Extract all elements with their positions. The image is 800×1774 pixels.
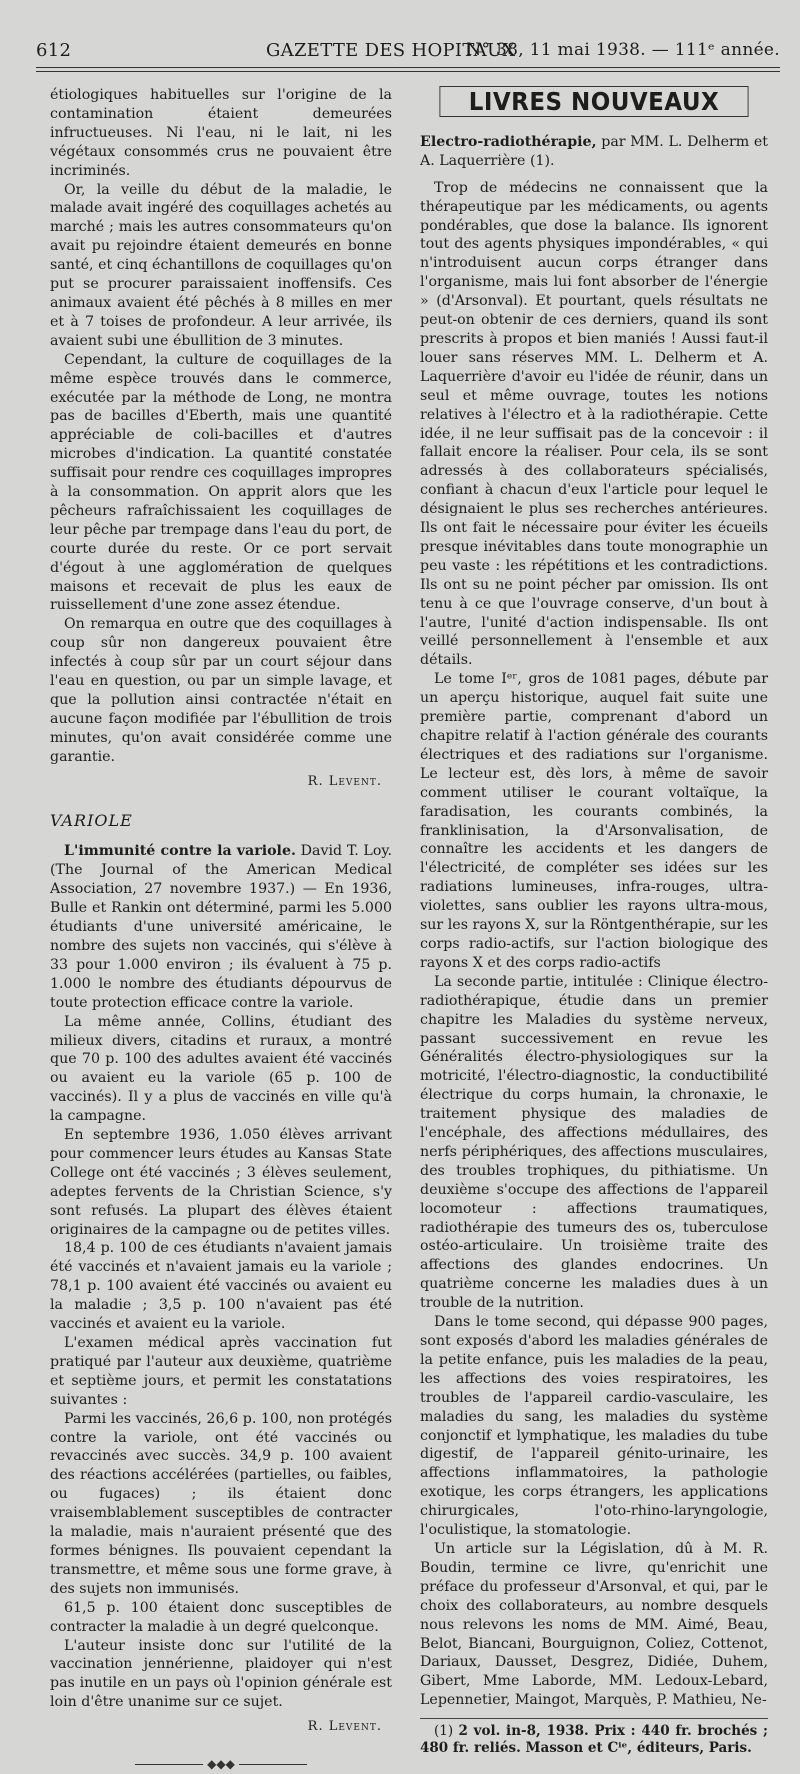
paragraph: 61,5 p. 100 étaient donc susceptibles de contracter la maladie à un degré quelconque. [50, 1599, 392, 1635]
section-heading: VARIOLE [50, 810, 133, 830]
page-number: 612 [36, 40, 72, 61]
section-box-title: LIVRES NOUVEAUX [439, 86, 748, 117]
signature: R. Levent. [307, 1719, 382, 1735]
book-authors: par MM. L. Delherm et A. Laquerrière (1). [420, 133, 769, 169]
paragraph: La seconde partie, intitulée : Clinique électro-radiothérapique, étudie dans un premier chapitre les Maladies du système nerveux, passant successivement en revue les Généralités électro-physiologiques sur la motricité, l'électro-diagnostic, la conductibilité électrique du corps humain, la chronaxie, le traitement physique des maladies de l'encéphale, des affections médullaires, des nerfs périphériques, des affections musculaires, des troubles trophiques, du pithiatisme. Un deuxième s'occupe des affections de l'appareil locomoteur : affections traumatiques, radiothérapie des tumeurs des os, tuberculose ostéo-articulaire. Un troisième traite des affections des glandes endocrines. Un quatrième concerne les maladies dues à un trouble de la nutrition. [420, 973, 768, 1312]
article-lead [50, 842, 392, 1012]
paragraph: Trop de médecins ne connaissent que la thérapeutique par les médicaments, ou agents pondérables, que dose la balance. Ils ignorent tout des agents physiques impondérables, « qui n'introduisent aucun corps étranger dans l'organisme, mais lui font absorber de l'énergie » (d'Arsonval). Et pourtant, quels résultats ne peut-on obtenir de ces derniers, quand ils sont prescrits à propos et bien maniés ! Aussi faut-il louer sans réserves MM. L. Delherm et A. Laquerrière d'avoir eu l'idée de réunir, dans un seul et même ouvrage, toutes les notions relatives à l'électro et à la radiothérapie. Cette idée, il ne leur suffisait pas de la concevoir : il fallait encore la réaliser. Pour cela, ils se sont adressés à des collaborateurs spécialisés, confiant à chacun d'eux l'article pour lequel le désignaient le plus ses recherches antérieures. Ils ont fait le nécessaire pour éviter les écueils presque inévitables dans toute monographie un peu vaste : les répétitions et les contradictions. Ils ont su ne point pécher par omission. Ils ont tenu à ce que l'ouvrage conserve, d'un bout à l'autre, l'unité d'action indispensable. Ils ont veillé personnellement à l'ensemble et aux détails. [420, 179, 768, 669]
paragraph: Cependant, la culture de coquillages de la même espèce trouvés dans le commerce, exécutée par la méthode de Long, ne montra pas de bacilles d'Eberth, mais une quantité appréciable de coli-bacilles et d'autres microbes d'indication. La quantité constatée suffisait pour rendre ces coquillages impropres à la consommation. On apprit alors que les pêcheurs rafraîchissaient les coquillages de leur pêche par trempage dans l'eau du port, de courte durée du reste. Or ce port servait d'égout à une agglomération de quelques maisons et recevait de plus les eaux de ruissellement d'une zone assez étendue. [50, 351, 392, 614]
right-column [420, 86, 768, 1757]
paragraph: Or, la veille du début de la maladie, le malade avait ingéré des coquillages achetés au marché ; mais les autres consommateurs qu'on avait pu rejoindre étaient demeurés en bonne santé, et cinq échantillons de coquillages qu'on put se procurer paraissaient inoffensifs. Ces animaux avaient été pêchés à 8 milles en mer et à 7 toises de profondeur. A leur arrivée, ils avaient subi une ébullition de 3 minutes. [50, 181, 392, 349]
paragraph: 18,4 p. 100 de ces étudiants n'avaient jamais été vaccinés et n'avaient jamais eu la variole ; 78,1 p. 100 avaient été vaccinés ou avaient eu la maladie ; 3,5 p. 100 n'avaient pas été vaccinés et avaient eu la variole. [50, 1240, 392, 1333]
paragraph: Parmi les vaccinés, 26,6 p. 100, non protégés contre la variole, ont été vaccinés ou revaccinés avec succès. 34,9 p. 100 avaient des réactions accélérées (partielles, ou faibles, ou fugaces) ; ils étaient donc vraisemblablement susceptibles de contracter la maladie, mais n'auraient présenté que des formes bénignes. Ils pouvaient cependant la transmettre, et même sous une forme grave, à des sujets non immunisés. [50, 1410, 392, 1597]
paragraph: L'auteur insiste donc sur l'utilité de la vaccination jennérienne, plaidoyer qui n'est pas inutile en un pays où l'opinion générale est loin d'être unanime sur ce sujet. [50, 1637, 392, 1711]
article-source: David T. Loy. (The Journal of the American Medical Association, 27 novembre 1937.) [50, 843, 393, 898]
paragraph: L'examen médical après vaccination fut pratiqué par l'auteur aux deuxième, quatrième et septième jours, et permit les constatations suivantes : [50, 1335, 392, 1408]
journal-title: GAZETTE DES HOPITAUX [266, 40, 516, 61]
signature: R. Levent. [307, 773, 382, 789]
issue-info: N° 38, 11 mai 1938. — 111ᵉ année. [466, 40, 780, 60]
footnote-ref: (1) [434, 1723, 454, 1740]
article-body: — En 1936, Bulle et Rankin ont déterminé, parmi les 5.000 étudiants d'une université américaine, le nombre des sujets non vaccinés, qui s'élève à 33 pour 1.000 environ ; ils évaluent à 75 p. 1.000 le nombre des étudiants dépourvus de toute protection efficace contre la variole. [50, 881, 392, 1011]
footnote-text: 2 vol. in-8, 1938. Prix : 440 fr. brochés ; 480 fr. reliés. Masson et Cⁱᵉ, éditeurs, Paris. [420, 1723, 768, 1757]
left-column [50, 86, 392, 1774]
paragraph: On remarqua en outre que des coquillages à coup sûr non dangereux pouvaient être infectés à coup sûr par un court séjour dans l'eau en question, ou par un simple lavage, et que la pollution ainsi contractée n'était en aucune façon modifiée par l'ébullition de trois minutes, qu'on avait considérée comme une garantie. [50, 616, 392, 765]
paragraph: Dans le tome second, qui dépasse 900 pages, sont exposés d'abord les maladies générales de la petite enfance, puis les maladies de la peau, les affections des voies respiratoires, les troubles de l'appareil cardio-vasculaire, les maladies du sang, les maladies du système conjonctif et lymphatique, les maladies du tube digestif, de l'appareil génito-urinaire, les affections inflammatoires, la pathologie exotique, les corps étrangers, les applications chirurgicales, l'oto-rhino-laryngologie, l'oculistique, la stomatologie. [420, 1314, 768, 1539]
footnote-rule [420, 1718, 768, 1719]
ornament-divider: ◆◆◆ [50, 1755, 392, 1774]
paragraph: En septembre 1936, 1.050 élèves arrivant pour commencer leurs études au Kansas State College ont été vaccinés ; 3 élèves seulement, adeptes fervents de la Christian Science, s'y sont refusés. La plupart des élèves étaient originaires de la campagne ou de petites villes. [50, 1127, 392, 1238]
footnote [420, 1723, 768, 1757]
page-header [36, 40, 780, 64]
header-rule-2 [36, 71, 780, 72]
paragraph: La même année, Collins, étudiant des milieux divers, citadins et ruraux, a montré que 70 p. 100 des adultes avaient été vaccinés ou avaient eu la variole (65 p. 100 de vaccinés). Il y a plus de vaccinés en ville qu'à la campagne. [50, 1013, 392, 1125]
book-title: Electro-radiothérapie, [420, 133, 597, 150]
paragraph: Un article sur la Législation, dû à M. R. Boudin, termine ce livre, qu'enrichit une préface du professeur d'Arsonval, et qui, par le choix des collaborateurs, au nombre desquels nous relevons les noms de MM. Aimé, Beau, Belot, Biancani, Bourguignon, Coliez, Cottenot, Dariaux, Dausset, Desgrez, Didiée, Duhem, Gibert, Mme Laborde, MM. Ledoux-Lebard, Lepennetier, Maingot, Marquès, P. Mathieu, Ne- [420, 1540, 768, 1709]
article-title: L'immunité contre la variole. [64, 843, 296, 860]
book-heading [420, 133, 768, 171]
paragraph: Le tome Iᵉʳ, gros de 1081 pages, débute par un aperçu historique, auquel fait suite une première partie, comprenant d'abord un chapitre relatif à l'action générale des courants électriques et des radiations sur l'organisme. Le lecteur est, dès lors, à même de savoir comment utiliser le courant voltaïque, la faradisation, les courants combinés, la franklinisation, la d'Arsonvalisation, de connaître les accidents et les dangers de l'électricité, de compléter ses idées sur les radiations lumineuses, infra-rouges, ultra-violettes, sans oublier les rayons ultra-mous, sur les rayons X, sur la Röntgenthérapie, sur les corps radio-actifs, sur l'action biologique des rayons X et des corps radio-actifs [420, 671, 768, 971]
paragraph: étiologiques habituelles sur l'origine de la contamination étaient demeurées infructueuses. Ni l'eau, ni le lait, ni les végétaux consommés crus ne pouvaient être incriminés. [50, 87, 392, 179]
header-rule [36, 67, 780, 68]
